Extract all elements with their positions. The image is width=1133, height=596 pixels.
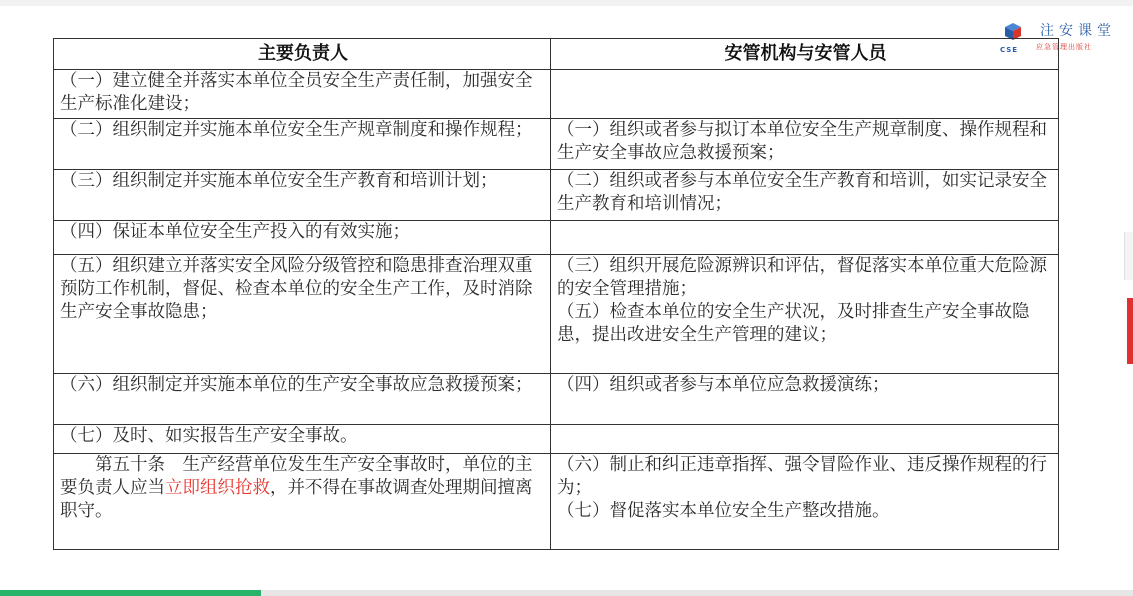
table-row: [54, 170, 1059, 221]
cell-text: （二）组织或者参与本单位安全生产教育和培训，如实记录安全生产教育和培训情况；: [557, 171, 1047, 214]
table-header-row: [54, 39, 1059, 70]
cell-text: （七）督促落实本单位安全生产整改措施。: [557, 501, 890, 521]
header-main-responsible: 主要负责人: [54, 39, 551, 70]
table-row: [54, 221, 1059, 255]
table-cell-right: [551, 374, 1059, 425]
logo-mark-text: CSE: [1000, 46, 1019, 54]
table-cell-left: [54, 454, 551, 550]
article-50-text: [60, 454, 546, 523]
table-cell-left: [54, 170, 551, 221]
table-cell-left: [54, 119, 551, 170]
article-text-after: ，并不得在事故调查处理期间擅离职守。: [60, 478, 533, 521]
cell-text: （五）检查本单位的安全生产状况，及时排查生产安全事故隐患，提出改进安全生产管理的建议；: [557, 302, 1030, 345]
table-cell-right: [551, 221, 1059, 255]
table-cell-left: [54, 221, 551, 255]
table-cell-right: [551, 119, 1059, 170]
table-cell-right: [551, 255, 1059, 374]
table-row: [54, 425, 1059, 454]
header-safety-management: 安管机构与安管人员: [551, 39, 1059, 70]
highlight-text: 立即组织抢救: [165, 478, 270, 498]
table-cell-left: [54, 425, 551, 454]
table-row: [54, 119, 1059, 170]
table-cell-left: [54, 70, 551, 119]
cell-text: （四）组织或者参与本单位应急救援演练；: [557, 375, 890, 395]
top-strip: [0, 0, 1133, 6]
table-row: [54, 454, 1059, 550]
cell-text: （七）及时、如实报告生产安全事故。: [60, 426, 358, 446]
cell-text: （二）组织制定并实施本单位安全生产规章制度和操作规程；: [60, 120, 533, 140]
cell-text: （四）保证本单位安全生产投入的有效实施；: [60, 222, 410, 242]
side-accent-marker: [1127, 298, 1133, 364]
article-text-before: 第五十条 生产经营单位发生生产安全事故时，单位的主要负责人应当: [60, 455, 533, 498]
playback-progress-bar[interactable]: [0, 590, 1133, 596]
table-cell-right: [551, 70, 1059, 119]
responsibility-table: [53, 38, 1059, 550]
table-cell-left: [54, 374, 551, 425]
cell-text: （五）组织建立并落实安全风险分级管控和隐患排查治理双重预防工作机制，督促、检查本单位的安全生产工作，及时消除生产安全事故隐患；: [60, 256, 533, 322]
table-row: [54, 255, 1059, 374]
logo-subtitle: 应急管理出版社: [1036, 43, 1092, 51]
side-panel-handle[interactable]: [1124, 232, 1133, 280]
table-row: [54, 374, 1059, 425]
cell-text: （三）组织开展危险源辨识和评估，督促落实本单位重大危险源的安全管理措施；: [557, 256, 1047, 299]
cell-text: （一）建立健全并落实本单位全员安全生产责任制，加强安全生产标准化建设；: [60, 71, 533, 114]
table-cell-right: [551, 425, 1059, 454]
logo-name: 注安课堂: [1040, 23, 1116, 39]
table-row: [54, 70, 1059, 119]
cell-text: （六）制止和纠正违章指挥、强令冒险作业、违反操作规程的行为；: [557, 455, 1047, 498]
cell-text: （三）组织制定并实施本单位安全生产教育和培训计划；: [60, 171, 498, 191]
table-cell-left: [54, 255, 551, 374]
cell-text: （六）组织制定并实施本单位的生产安全事故应急救援预案；: [60, 375, 533, 395]
cell-text: （一）组织或者参与拟订本单位安全生产规章制度、操作规程和生产安全事故应急救援预案；: [557, 120, 1047, 163]
table-cell-right: [551, 170, 1059, 221]
playback-progress-fill: [0, 590, 261, 596]
table-cell-right: [551, 454, 1059, 550]
